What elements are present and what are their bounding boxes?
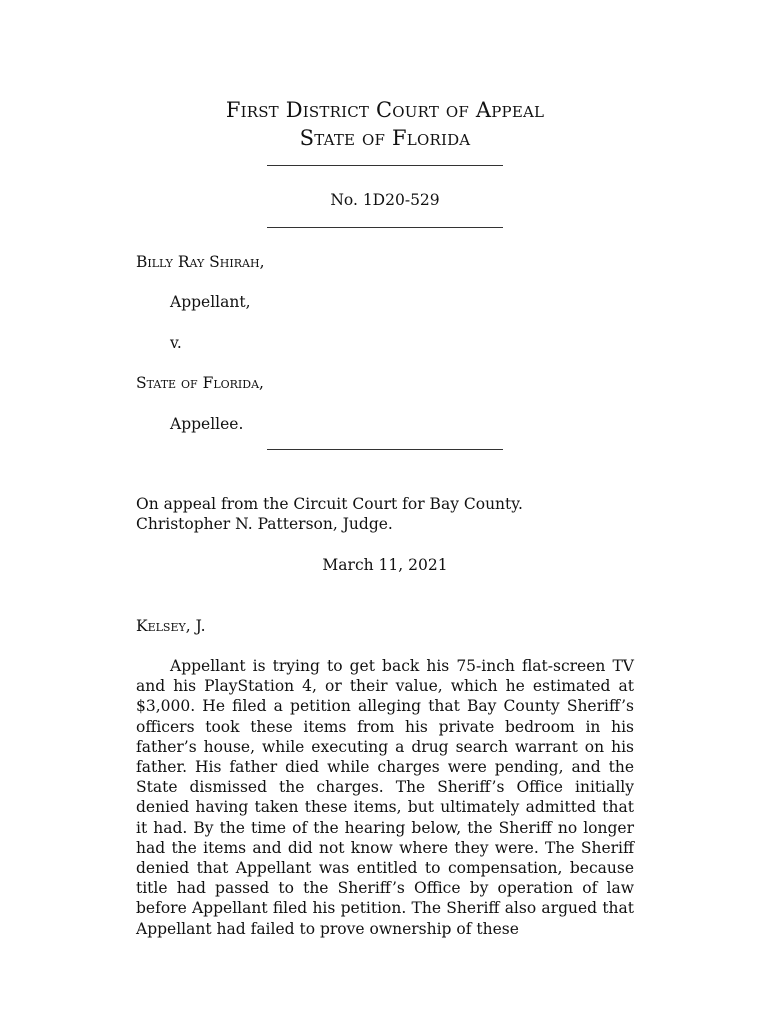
- versus-label: v.: [170, 334, 182, 352]
- court-name: First District Court of Appeal: [225, 98, 545, 122]
- appellant-name: Billy Ray Shirah,: [136, 253, 265, 271]
- divider-rule-1: [267, 165, 503, 166]
- appellee-name: State of Florida,: [136, 374, 264, 392]
- trial-judge: Christopher N. Patterson, Judge.: [136, 515, 393, 533]
- decision-date: March 11, 2021: [322, 556, 448, 574]
- divider-rule-2: [267, 227, 503, 228]
- opinion-paragraph: Appellant is trying to get back his 75-inch flat-screen TV and his PlayStation 4, or their value, which he estimated at $3,000. He filed a petition alleging that Bay County Sheriff’s officers took these items from his private bedroom in his father’s house, while executing a drug search warrant on his father. His father died while charges were pending, and the State dismissed the charges. The Sheriff’s Office initially denied having taken these items, but ultimately admitted that it had. By the time of the hearing below, the Sheriff no longer had the items and did not know where they were. The Sheriff denied that Appellant was entitled to compensation, because title had passed to the Sheriff’s Office by operation of law before Appellant filed his petition. The Sheriff also argued that Appellant had failed to prove ownership of these: [136, 657, 634, 938]
- court-heading: [0, 96, 770, 152]
- state-name: State of Florida: [299, 126, 471, 150]
- appellant-role: Appellant,: [170, 293, 251, 311]
- opinion-author: Kelsey, J.: [136, 617, 206, 635]
- divider-rule-3: [267, 449, 503, 450]
- appellee-role: Appellee.: [170, 415, 244, 433]
- appeal-origin: On appeal from the Circuit Court for Bay County.: [136, 495, 523, 513]
- case-number: No. 1D20-529: [330, 191, 440, 209]
